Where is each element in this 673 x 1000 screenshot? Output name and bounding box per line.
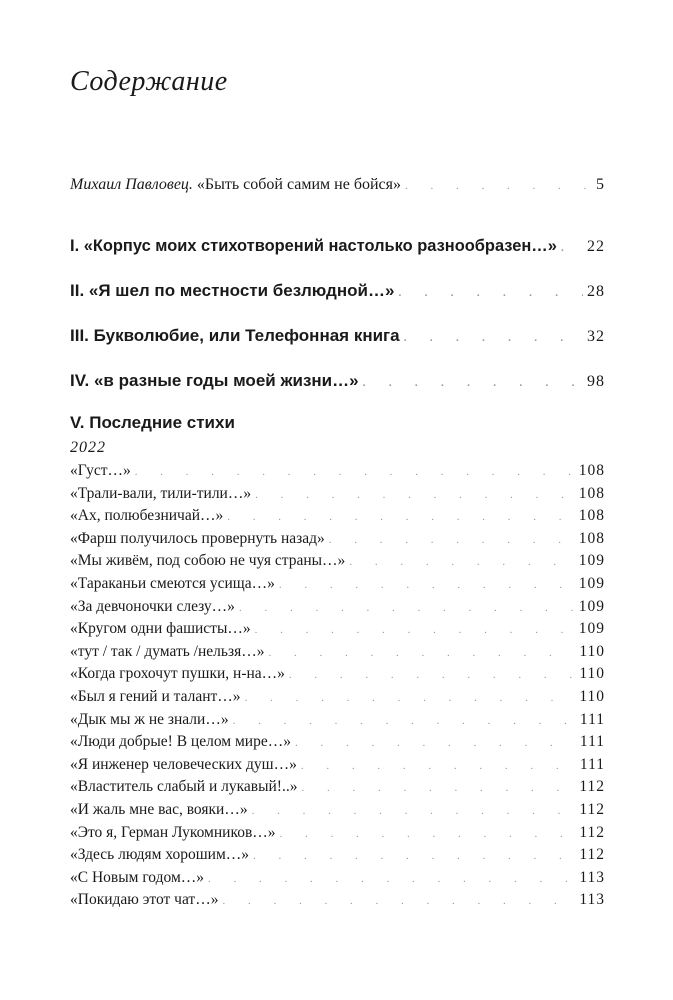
toc-entry[interactable] bbox=[70, 869, 605, 887]
dot-leader bbox=[405, 180, 592, 192]
entry-label: «Когда грохочут пушки, н-на…» bbox=[70, 665, 285, 683]
toc-entry[interactable] bbox=[70, 801, 605, 819]
intro-title: «Быть собой самим не бойся» bbox=[196, 176, 401, 193]
toc-entry[interactable] bbox=[70, 846, 605, 864]
entry-label: «Густ…» bbox=[70, 462, 131, 479]
toc-entry[interactable] bbox=[70, 530, 605, 548]
dot-leader bbox=[222, 895, 575, 907]
entry-label: «Мы живём, под собою не чуя страны…» bbox=[70, 552, 346, 570]
section-label: II. «Я шел по местности безлюдной…» bbox=[70, 281, 395, 300]
toc-entry[interactable] bbox=[70, 688, 605, 706]
toc-section-4[interactable] bbox=[70, 371, 605, 391]
dot-leader bbox=[268, 647, 575, 659]
toc-entry[interactable] bbox=[70, 575, 605, 593]
page-number: 112 bbox=[579, 823, 605, 841]
dot-leader bbox=[329, 534, 575, 546]
dot-leader bbox=[245, 692, 576, 704]
dot-leader bbox=[398, 287, 583, 299]
dot-leader bbox=[349, 556, 574, 568]
dot-leader bbox=[301, 782, 575, 794]
entry-label: «Покидаю этот чат…» bbox=[70, 891, 219, 909]
dot-leader bbox=[239, 602, 575, 614]
page-number: 109 bbox=[578, 575, 605, 592]
section-label: IV. «в разные годы моей жизни…» bbox=[70, 371, 359, 390]
dot-leader bbox=[301, 760, 576, 772]
page-number: 108 bbox=[578, 462, 605, 479]
page-number: 111 bbox=[579, 710, 605, 728]
entry-label: «Дык мы ж не знали…» bbox=[70, 710, 229, 728]
page-number: 112 bbox=[579, 801, 605, 818]
page-number: 110 bbox=[579, 642, 605, 660]
entry-label: «Тараканьи смеются усища…» bbox=[70, 575, 275, 592]
entry-label: «Властитель слабый и лукавый!..» bbox=[70, 778, 298, 796]
toc-entry[interactable] bbox=[70, 598, 605, 616]
page-number: 108 bbox=[578, 507, 605, 525]
dot-leader bbox=[253, 850, 575, 862]
dot-leader bbox=[233, 715, 576, 727]
dot-leader bbox=[227, 511, 574, 523]
toc-entry[interactable] bbox=[70, 552, 605, 570]
toc-entry[interactable] bbox=[70, 778, 605, 796]
toc-entry[interactable] bbox=[70, 711, 605, 729]
entry-label: «Был я гений и талант…» bbox=[70, 688, 241, 705]
entry-label: «Это я, Герман Лукомников…» bbox=[70, 823, 276, 841]
toc-section-1[interactable] bbox=[70, 236, 605, 256]
page-number: 28 bbox=[587, 283, 605, 300]
entry-label: «Ах, полюбезничай…» bbox=[70, 507, 224, 525]
toc-entry[interactable] bbox=[70, 824, 605, 842]
entry-label: «Трали-вали, тили-тили…» bbox=[70, 484, 252, 502]
dot-leader bbox=[363, 377, 583, 389]
toc-entry[interactable] bbox=[70, 485, 605, 503]
entry-label: «Люди добрые! В целом мире…» bbox=[70, 733, 291, 751]
dot-leader bbox=[289, 669, 575, 681]
toc-entry[interactable] bbox=[70, 643, 605, 661]
dot-leader bbox=[255, 624, 575, 636]
toc-entry[interactable] bbox=[70, 507, 605, 525]
page-number: 113 bbox=[579, 868, 605, 886]
page-number: 109 bbox=[578, 597, 605, 615]
page-number: 113 bbox=[579, 891, 605, 909]
page-number: 110 bbox=[579, 665, 605, 683]
dot-leader bbox=[255, 489, 575, 501]
entry-label: «Фарш получилось провернуть назад» bbox=[70, 529, 325, 547]
toc-entry[interactable] bbox=[70, 756, 605, 774]
section-label: III. Букволюбие, или Телефонная книга bbox=[70, 326, 400, 345]
dot-leader bbox=[135, 466, 575, 478]
page-number: 108 bbox=[578, 484, 605, 502]
toc-section-3[interactable] bbox=[70, 326, 605, 346]
page-number: 110 bbox=[579, 688, 605, 705]
toc-entry[interactable] bbox=[70, 462, 605, 480]
entry-label: «Я инженер человеческих душ…» bbox=[70, 755, 297, 773]
entry-label: «Кругом одни фашисты…» bbox=[70, 620, 251, 638]
page-number: 108 bbox=[578, 529, 605, 547]
page-number: 111 bbox=[579, 755, 605, 773]
entry-label: «И жаль мне вас, вояки…» bbox=[70, 801, 248, 818]
year-label: 2022 bbox=[70, 439, 106, 456]
entry-label: «Здесь людям хорошим…» bbox=[70, 846, 250, 864]
section-5-heading: V. Последние стихи bbox=[70, 413, 235, 432]
toc-section-2[interactable] bbox=[70, 281, 605, 301]
section-label: I. «Корпус моих стихотворений настолько разнообразен…» bbox=[70, 236, 557, 255]
page-title: Содержание bbox=[70, 66, 228, 97]
toc-entry[interactable] bbox=[70, 665, 605, 683]
page-number: 111 bbox=[579, 733, 605, 751]
page-number: 112 bbox=[579, 846, 605, 864]
dot-leader bbox=[280, 828, 576, 840]
toc-entry-intro[interactable] bbox=[70, 176, 605, 194]
toc-entry[interactable] bbox=[70, 891, 605, 909]
entry-label: «С Новым годом…» bbox=[70, 868, 204, 886]
dot-leader bbox=[295, 737, 576, 749]
toc-entry[interactable] bbox=[70, 620, 605, 638]
page-number: 109 bbox=[578, 552, 605, 570]
entry-label: «За девчоночки слезу…» bbox=[70, 597, 235, 615]
entry-label: «тут / так / думать /нельзя…» bbox=[70, 642, 265, 660]
dot-leader bbox=[208, 873, 575, 885]
page-number: 109 bbox=[578, 620, 605, 638]
dot-leader bbox=[252, 805, 576, 817]
dot-leader bbox=[561, 242, 583, 254]
page-number: 22 bbox=[587, 238, 605, 255]
intro-author: Михаил Павловец. bbox=[70, 176, 193, 193]
dot-leader bbox=[279, 579, 575, 591]
page-number: 112 bbox=[579, 778, 605, 796]
page-number: 5 bbox=[596, 176, 605, 193]
page-number: 32 bbox=[587, 328, 605, 345]
toc-entry[interactable] bbox=[70, 733, 605, 751]
page-number: 98 bbox=[587, 373, 605, 390]
dot-leader bbox=[404, 332, 583, 344]
